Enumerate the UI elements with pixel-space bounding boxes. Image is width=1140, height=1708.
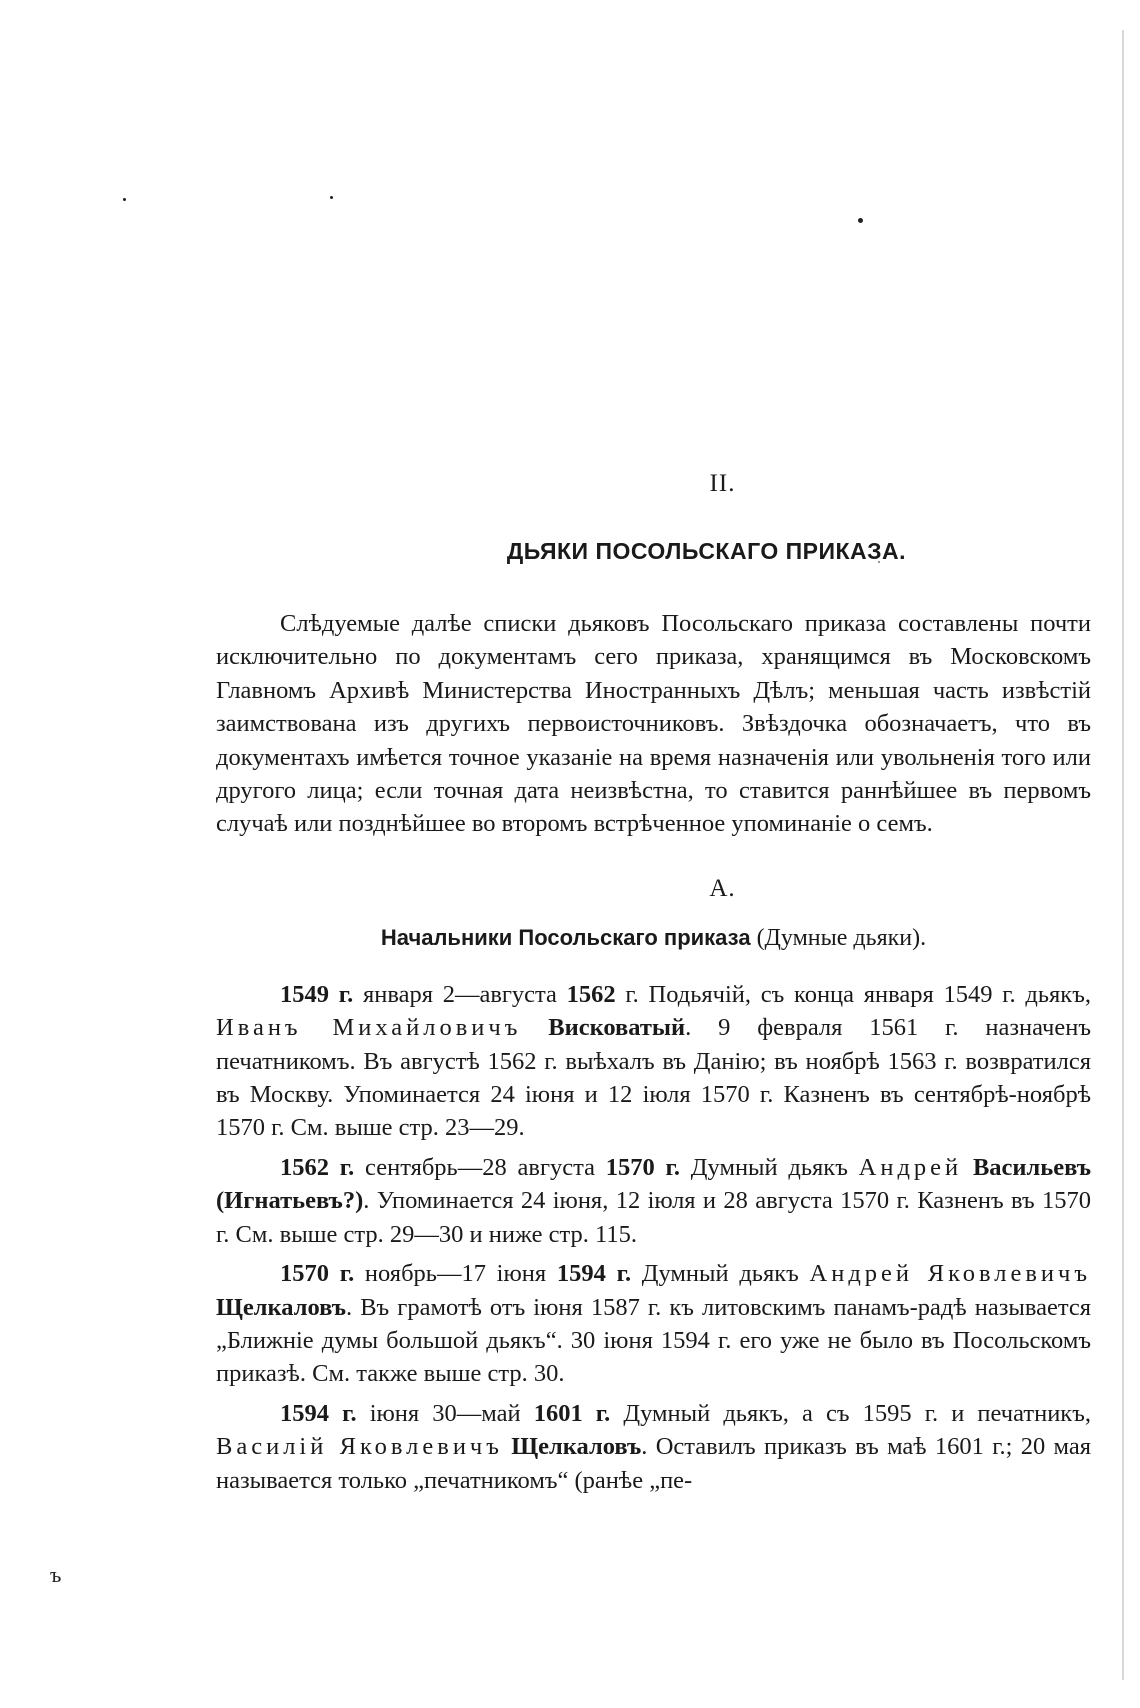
entry-text: Думный дьякъ (631, 1260, 810, 1288)
section-title (216, 925, 1091, 952)
entry-surname: Щелкаловъ (216, 1293, 347, 1321)
page-content (216, 470, 1091, 1503)
entry-text: ноябрь—17 іюня (354, 1260, 557, 1288)
entry-given-name: Андрей Яковлевичъ (809, 1260, 1091, 1288)
section-title-rest: (Думные дьяки). (750, 924, 927, 951)
entry-text: іюня 30—май (356, 1399, 534, 1427)
page-edge-line (1122, 30, 1124, 1680)
entry-start-year: 1549 г. (280, 980, 354, 1008)
entry-text: . 9 февраля 1561 г. назначенъ печатникомъ. Въ августѣ 1562 г. выѣхалъ въ Данію; въ ноябрѣ 1563 г. возвратился въ Москву. Упоминается 24 іюня и 12 іюля 1570 г. Казненъ въ сентябрѣ-ноябрѣ 1570 г. См. выше стр. 23—29. (216, 1014, 1092, 1142)
entry-end-year: 1562 (566, 980, 616, 1008)
entry-text: сентябрь—28 августа (354, 1153, 606, 1181)
list-item (216, 1151, 1091, 1251)
entry-given-name: Андрей (858, 1153, 963, 1181)
entry-start-year: 1562 г. (280, 1153, 355, 1181)
entry-text: января 2—августа (353, 980, 567, 1008)
entry-start-year: 1570 г. (280, 1260, 355, 1288)
entry-text: . Упоминается 24 іюня, 12 іюля и 28 августа 1570 г. Казненъ въ 1570 г. См. выше стр. 29—30 и ниже стр. 115. (216, 1187, 1091, 1248)
scan-speck (330, 196, 333, 199)
entry-given-name: Иванъ Михайловичъ (216, 1014, 522, 1042)
margin-mark: ъ (50, 1562, 62, 1587)
scan-speck (858, 218, 863, 223)
entry-text: Думный дьякъ (680, 1153, 859, 1181)
entry-end-year: 1570 г. (605, 1153, 681, 1181)
entry-text: Думный дьякъ, а съ 1595 г. и печатникъ, (610, 1399, 1091, 1427)
entry-end-year: 1601 г. (533, 1399, 611, 1427)
section-title-main: Начальники Посольскаго приказа (380, 924, 751, 950)
list-item (216, 978, 1091, 1145)
entry-space (962, 1154, 973, 1181)
entry-space (503, 1433, 511, 1460)
section-letter: А. (709, 874, 736, 902)
list-item (216, 1397, 1091, 1497)
entry-text: . Оставилъ приказъ въ маѣ 1601 г.; 20 мая называется только „печатникомъ“ (ранѣе „пе- (216, 1433, 1091, 1494)
entry-start-year: 1594 г. (280, 1399, 357, 1427)
entry-space (521, 1014, 548, 1041)
entry-surname: Висковатый (548, 1014, 686, 1042)
scan-speck (123, 198, 126, 201)
chapter-title: ДЬЯКИ ПОСОЛЬСКАГО ПРИКАЗА. (506, 538, 907, 564)
entry-given-name: Василій Яковлевичъ (216, 1433, 503, 1461)
chapter-number: II. (709, 470, 736, 497)
entry-surname: Васильевъ (Игнатьевъ?) (216, 1153, 1091, 1215)
entry-surname: Щелкаловъ (511, 1433, 642, 1461)
entry-text: г. Подьячій, съ конца января 1549 г. дьякъ, (615, 980, 1091, 1008)
list-item (216, 1257, 1091, 1391)
entry-end-year: 1594 г. (556, 1260, 632, 1288)
intro-paragraph: Слѣдуемые далѣе списки дьяковъ Посольскаго приказа составлены почти исключительно по документамъ сего приказа, хранящимся въ Московскомъ Главномъ Архивѣ Министерства Иностранныхъ Дѣлъ; меньшая часть извѣстій заимствована изъ другихъ первоисточниковъ. Звѣздочка обозначаетъ, что въ документахъ имѣется точное указаніе на время назначенія или увольненія того или другого лица; если точная дата неизвѣстна, то ставится раннѣйшее въ первомъ случаѣ или позднѣйшее во второмъ встрѣченное упоминаніе о семъ. (216, 610, 1091, 838)
entry-text: . Въ грамотѣ отъ іюня 1587 г. къ литовскимъ панамъ-радѣ называется „Ближніе думы большой дьякъ“. 30 іюня 1594 г. его уже не было въ Посольскомъ приказѣ. См. также выше стр. 30. (216, 1293, 1091, 1388)
